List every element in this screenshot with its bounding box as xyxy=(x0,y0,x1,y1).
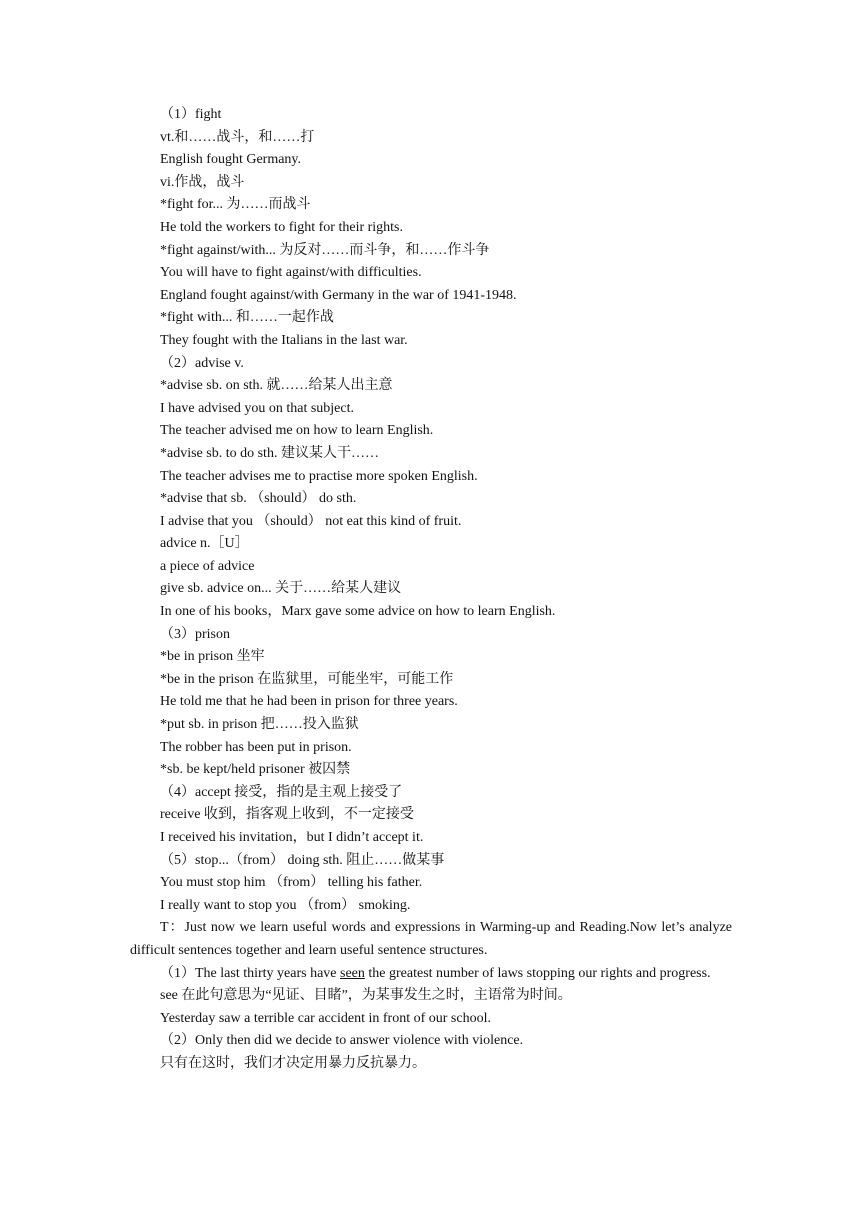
phrase-line: give sb. advice on... 关于……给某人建议 xyxy=(160,581,402,597)
explanation-line: see 在此句意思为“见证、目睹”，为某事发生之时，主语常为时间。 xyxy=(160,988,572,1004)
phrase-line: *sb. be kept/held prisoner 被囚禁 xyxy=(160,762,351,778)
heading-stop: （5）stop...（from） doing sth. 阻止……做某事 xyxy=(160,852,445,868)
text-line: vi.作战，战斗 xyxy=(160,174,245,190)
example-sentence: You must stop him （from） telling his father. xyxy=(160,875,423,891)
heading-accept: （4）accept 接受，指的是主观上接受了 xyxy=(160,784,403,800)
example-sentence: I really want to stop you （from） smoking. xyxy=(160,897,411,913)
underlined-word: seen xyxy=(340,965,365,981)
example-sentence: I have advised you on that subject. xyxy=(160,400,355,416)
text-line: receive 收到，指客观上收到，不一定接受 xyxy=(160,807,414,823)
text-line: a piece of advice xyxy=(160,558,255,574)
phrase-line: *be in prison 坐牢 xyxy=(160,649,265,665)
phrase-line: *fight for... 为……而战斗 xyxy=(160,197,311,213)
example-sentence: I advise that you （should） not eat this kind of fruit. xyxy=(160,513,462,529)
example-sentence: England fought against/with Germany in the war of 1941-1948. xyxy=(160,287,517,303)
teacher-paragraph: T：Just now we learn useful words and expressions in Warming-up and Reading.Now let’s analyze difficult sentences together and learn useful sentence structures. xyxy=(130,920,732,958)
example-sentence: He told me that he had been in prison for three years. xyxy=(160,694,458,710)
example-sentence: The teacher advises me to practise more spoken English. xyxy=(160,468,478,484)
example-sentence: I received his invitation，but I didn’t accept it. xyxy=(160,830,424,845)
heading-prison: （3）prison xyxy=(160,626,230,642)
example-sentence: He told the workers to fight for their rights. xyxy=(160,219,404,235)
text-line: vt.和……战斗，和……打 xyxy=(160,129,315,145)
heading-advise: （2）advise v. xyxy=(160,355,244,371)
text-line: advice n.［U］ xyxy=(160,536,249,552)
example-sentence: You will have to fight against/with difficulties. xyxy=(160,265,422,281)
phrase-line: *advise sb. on sth. 就……给某人出主意 xyxy=(160,378,393,394)
example-sentence: In one of his books，Marx gave some advice on how to learn English. xyxy=(160,604,556,620)
sentence-1-paragraph xyxy=(130,963,732,986)
phrase-line: *put sb. in prison 把……投入监狱 xyxy=(160,717,359,733)
example-sentence: The teacher advised me on how to learn English. xyxy=(160,423,434,439)
sentence-2-line: （2）Only then did we decide to answer violence with violence. xyxy=(160,1033,524,1049)
phrase-line: *advise sb. to do sth. 建议某人干…… xyxy=(160,445,379,461)
example-sentence: Yesterday saw a terrible car accident in front of our school. xyxy=(160,1010,491,1026)
translation-line: 只有在这时，我们才决定用暴力反抗暴力。 xyxy=(160,1055,426,1071)
example-sentence: They fought with the Italians in the last war. xyxy=(160,332,408,348)
phrase-line: *fight with... 和……一起作战 xyxy=(160,310,334,326)
heading-fight: （1）fight xyxy=(160,107,222,122)
document-body xyxy=(130,104,732,1076)
example-sentence: The robber has been put in prison. xyxy=(160,739,352,755)
example-sentence: English fought Germany. xyxy=(160,152,302,168)
phrase-line: *advise that sb. （should） do sth. xyxy=(160,491,357,507)
sentence-1-end: the greatest number of laws stopping our rights and progress. xyxy=(364,965,711,981)
phrase-line: *be in the prison 在监狱里，可能坐牢，可能工作 xyxy=(160,671,454,687)
phrase-line: *fight against/with... 为反对……而斗争，和……作斗争 xyxy=(160,242,490,258)
sentence-1-start: （1）The last thirty years have xyxy=(160,965,341,981)
